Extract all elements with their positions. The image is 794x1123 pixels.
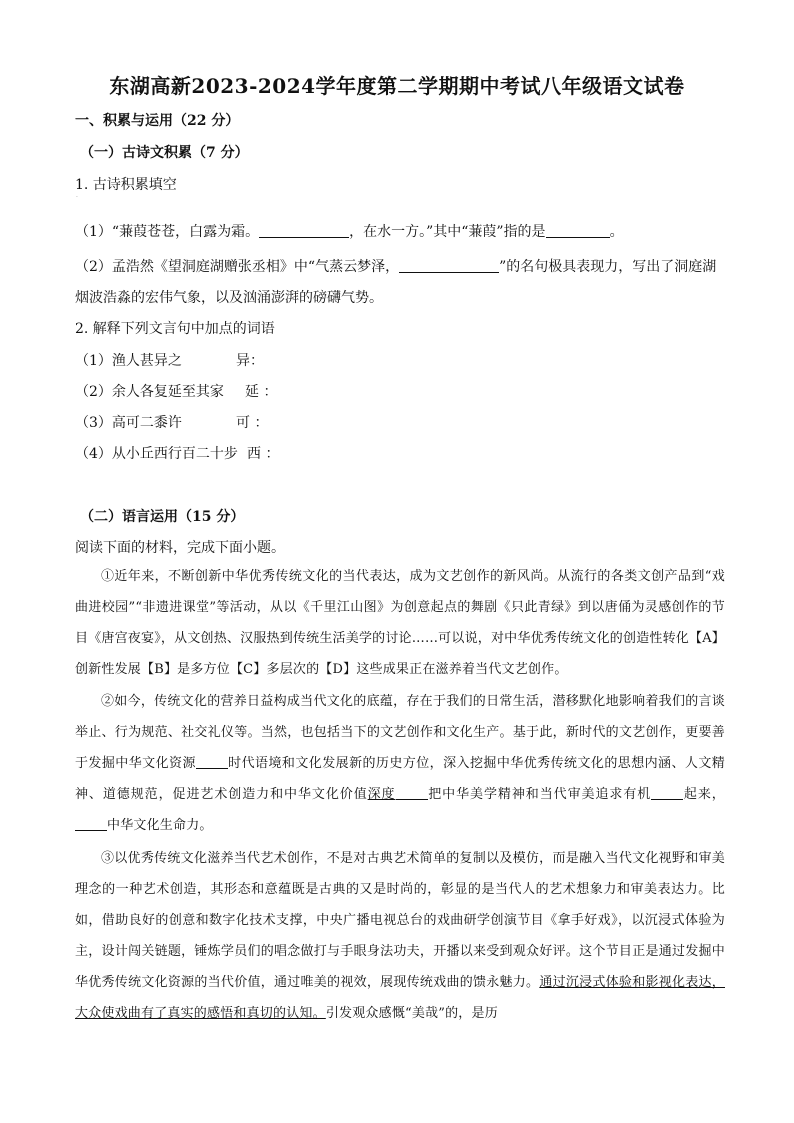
question-2-item: （4）从小丘西行百二十步 西 ： xyxy=(75,446,280,462)
passage-paragraph-3: ③以优秀传统文化滋养当代艺术创作，不是对古典艺术简单的复制以及模仿，而是融入当代文化视野和审美理念的一种艺术创造，其形态和意蕴既是古典的又是时尚的，彰显的是当代人的艺术想象力和审美表达力。比如，借助良好的创意和数字化技术支撑，中央广播电视总台的戏曲研学创演节目《拿手好戏》，以沉浸式体验为主，设计闯关链题，锤炼学员们的唱念做打与手眼身法功夫，开播以来受到观众好评。这个节目正是通过发掘中华优秀传统文化资源的当代价值，通过唯美的视效，展现传统戏曲的馈永魅力。通过沉浸式体验和影视化表达，大众使戏曲有了真实的感悟和真切的认知。引发观众感慨“美哉”的，是历 xyxy=(75,851,725,1021)
exam-title: 东湖高新2023-2024学年度第二学期期中考试八年级语文试卷 xyxy=(109,74,685,98)
answer-blank[interactable] xyxy=(651,787,683,800)
passage-paragraph-2: ②如今，传统文化的营养日益构成当代文化的底蕴，存在于我们的日常生活，潜移默化地影响着我们的言谈举止、行为规范、社交礼仪等。当然，也包括当下的文艺创作和文化生产。基于此，新时代的文艺创作，更要善于发掘中华文化资源 时代语境和文化发展新的历史方位，深入挖掘中华优秀传统文化的思想内涵、人文精神、道德规范，促进艺术创造力和中华文化价值深度 把中华美学精神和当代审美追求有机 起来，中华文化生命力。 xyxy=(75,694,725,833)
section-heading-1: 一、积累与运用（22 分） xyxy=(75,113,240,129)
question-1-part-2: （2）孟浩然《望洞庭湖赠张丞相》中“气蒸云梦泽， ”的名句极具表现力，写出了洞庭湖 xyxy=(75,259,717,275)
reading-instruction: 阅读下面的材料，完成下面小题。 xyxy=(75,540,285,556)
passage-paragraph-1: ①近年来，不断创新中华优秀传统文化的当代表达，成为文艺创作的新风尚。从流行的各类文创产品到“戏曲进校园”“非遗进课堂”等活动，从以《千里江山图》为创意起点的舞剧《只此青绿》到以唐俑为灵感创作的节目《唐宫夜宴》，从文创热、汉服热到传统生活美学的讨论……可以说，对中华优秀传统文化的创造性转化【A】创新性发展【B】是多方位【C】多层次的【D】这些成果正在滋养着当代文艺创作。 xyxy=(75,569,725,677)
answer-blank[interactable] xyxy=(75,818,107,831)
answer-blank[interactable] xyxy=(396,787,428,800)
stray-dot: · xyxy=(76,194,78,201)
underlined-sentence: 通过沉浸式体验和影视化表达，大众使戏曲有了真实的感悟和真切的认知。 xyxy=(75,975,725,1021)
question-1-part-2-cont: 烟波浩淼的宏伟气象，以及汹涌澎湃的磅礴气势。 xyxy=(75,290,383,306)
answer-blank[interactable] xyxy=(196,756,228,769)
answer-blank[interactable] xyxy=(546,223,610,238)
question-2-item: （3）高可二黍许 可 ： xyxy=(75,415,269,431)
subsection-heading-2: （二）语言运用（15 分） xyxy=(80,509,245,525)
question-2-item: （1）渔人甚异之 异： xyxy=(75,353,264,369)
question-1-label: 1. 古诗积累填空 xyxy=(75,177,177,193)
question-2-label: 2. 解释下列文言句中加点的词语 xyxy=(75,321,275,337)
subsection-heading-1: （一）古诗文积累（7 分） xyxy=(80,145,249,161)
question-1-part-1: （1）“蒹葭苍苍，白露为霜。 ，在水一方。”其中“蒹葭”指的是 。 xyxy=(75,224,624,240)
answer-blank[interactable] xyxy=(399,258,499,273)
answer-blank[interactable] xyxy=(259,223,349,238)
question-2-item: （2）余人各复延至其家 延 ： xyxy=(75,384,278,400)
